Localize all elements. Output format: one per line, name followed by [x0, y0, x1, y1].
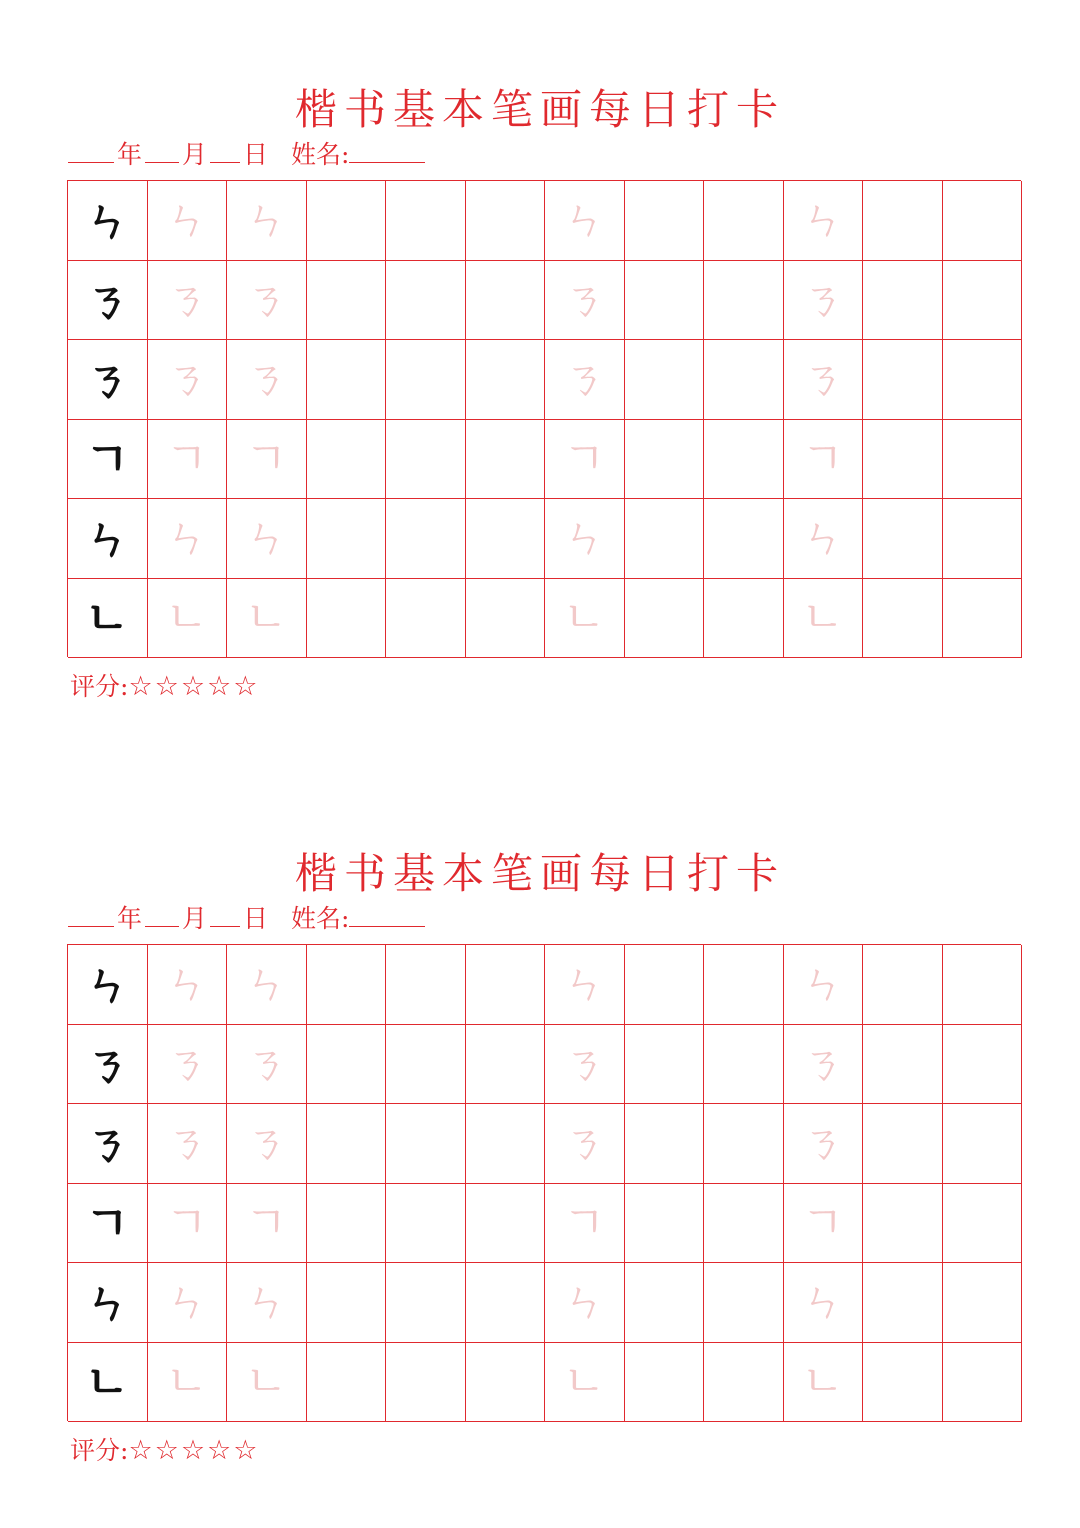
blank-practice-cell[interactable]: [704, 1104, 784, 1184]
practice-grid: [67, 944, 1021, 1421]
trace-stroke-cell[interactable]: ㄣ: [148, 181, 228, 261]
model-stroke-cell[interactable]: ㄣ: [68, 181, 148, 261]
rating-label: 评分:: [70, 672, 129, 701]
trace-stroke-cell[interactable]: ㄋ: [784, 1104, 864, 1184]
blank-practice-cell[interactable]: [863, 1263, 943, 1343]
blank-practice-cell[interactable]: [704, 579, 784, 659]
blank-practice-cell[interactable]: [386, 340, 466, 420]
blank-practice-cell[interactable]: [943, 1184, 1023, 1264]
blank-practice-cell[interactable]: [466, 181, 546, 261]
rating-line: [70, 1434, 259, 1468]
trace-stroke-cell[interactable]: ㄣ: [545, 945, 625, 1025]
model-stroke-cell[interactable]: ㄴ: [68, 1343, 148, 1423]
blank-practice-cell[interactable]: [307, 181, 387, 261]
blank-practice-cell[interactable]: [386, 1184, 466, 1264]
trace-stroke-cell[interactable]: ㄱ: [784, 420, 864, 500]
day-label: 日: [243, 904, 269, 933]
blank-practice-cell[interactable]: [704, 1263, 784, 1343]
model-stroke-cell[interactable]: ㄱ: [68, 1184, 148, 1264]
blank-practice-cell[interactable]: [704, 261, 784, 341]
trace-stroke-cell[interactable]: ㄋ: [545, 1104, 625, 1184]
blank-practice-cell[interactable]: [943, 1343, 1023, 1423]
blank-practice-cell[interactable]: [943, 181, 1023, 261]
blank-practice-cell[interactable]: [386, 1343, 466, 1423]
blank-practice-cell[interactable]: [704, 340, 784, 420]
blank-practice-cell[interactable]: [704, 1184, 784, 1264]
trace-stroke-cell[interactable]: ㄋ: [148, 1025, 228, 1105]
blank-practice-cell[interactable]: [704, 945, 784, 1025]
trace-stroke-cell[interactable]: ㄱ: [148, 1184, 228, 1264]
trace-stroke-cell[interactable]: ㄣ: [227, 945, 307, 1025]
blank-practice-cell[interactable]: [466, 1263, 546, 1343]
blank-practice-cell[interactable]: [466, 1104, 546, 1184]
trace-stroke-cell[interactable]: ㄣ: [545, 499, 625, 579]
blank-practice-cell[interactable]: [466, 579, 546, 659]
blank-practice-cell[interactable]: [704, 181, 784, 261]
blank-practice-cell[interactable]: [386, 1025, 466, 1105]
blank-practice-cell[interactable]: [943, 1025, 1023, 1105]
blank-practice-cell[interactable]: [386, 1104, 466, 1184]
trace-stroke-cell[interactable]: ㄣ: [227, 1263, 307, 1343]
model-stroke-cell[interactable]: ㄱ: [68, 420, 148, 500]
trace-stroke-cell[interactable]: ㄱ: [227, 1184, 307, 1264]
blank-practice-cell[interactable]: [386, 945, 466, 1025]
sheet-title: 楷书基本笔画每日打卡: [294, 849, 785, 898]
month-label: 月: [182, 904, 208, 933]
blank-practice-cell[interactable]: [307, 945, 387, 1025]
blank-practice-cell[interactable]: [863, 181, 943, 261]
trace-stroke-cell[interactable]: ㄴ: [784, 1343, 864, 1423]
trace-stroke-cell[interactable]: ㄋ: [545, 261, 625, 341]
blank-practice-cell[interactable]: [307, 420, 387, 500]
trace-stroke-cell[interactable]: ㄣ: [227, 181, 307, 261]
trace-stroke-cell[interactable]: ㄋ: [227, 1104, 307, 1184]
blank-practice-cell[interactable]: [943, 499, 1023, 579]
month-blank[interactable]: [145, 136, 179, 163]
trace-stroke-cell[interactable]: ㄋ: [784, 1025, 864, 1105]
name-blank[interactable]: [349, 136, 425, 163]
model-stroke-cell[interactable]: ㄋ: [68, 1025, 148, 1105]
model-stroke-cell[interactable]: ㄣ: [68, 499, 148, 579]
blank-practice-cell[interactable]: [625, 1184, 705, 1264]
blank-practice-cell[interactable]: [704, 1025, 784, 1105]
blank-practice-cell[interactable]: [863, 1343, 943, 1423]
blank-practice-cell[interactable]: [386, 579, 466, 659]
trace-stroke-cell[interactable]: ㄋ: [784, 261, 864, 341]
year-label: 年: [117, 140, 143, 169]
trace-stroke-cell[interactable]: ㄴ: [227, 1343, 307, 1423]
trace-stroke-cell[interactable]: ㄱ: [545, 1184, 625, 1264]
blank-practice-cell[interactable]: [307, 1263, 387, 1343]
trace-stroke-cell[interactable]: ㄱ: [148, 420, 228, 500]
blank-practice-cell[interactable]: [466, 499, 546, 579]
blank-practice-cell[interactable]: [625, 499, 705, 579]
trace-stroke-cell[interactable]: ㄣ: [148, 499, 228, 579]
year-label: 年: [117, 904, 143, 933]
blank-practice-cell[interactable]: [625, 579, 705, 659]
blank-practice-cell[interactable]: [466, 1343, 546, 1423]
trace-stroke-cell[interactable]: ㄣ: [545, 181, 625, 261]
blank-practice-cell[interactable]: [943, 420, 1023, 500]
practice-sheet-2: [0, 764, 1080, 1528]
blank-practice-cell[interactable]: [863, 1025, 943, 1105]
blank-practice-cell[interactable]: [466, 420, 546, 500]
blank-practice-cell[interactable]: [863, 1104, 943, 1184]
model-stroke-cell[interactable]: ㄋ: [68, 340, 148, 420]
blank-practice-cell[interactable]: [863, 945, 943, 1025]
trace-stroke-cell[interactable]: ㄣ: [545, 1263, 625, 1343]
blank-practice-cell[interactable]: [863, 499, 943, 579]
blank-practice-cell[interactable]: [307, 499, 387, 579]
blank-practice-cell[interactable]: [307, 1184, 387, 1264]
month-blank[interactable]: [145, 900, 179, 927]
blank-practice-cell[interactable]: [386, 1263, 466, 1343]
rating-stars[interactable]: ☆☆☆☆☆: [128, 671, 260, 702]
trace-stroke-cell[interactable]: ㄋ: [784, 340, 864, 420]
practice-grid: [67, 180, 1021, 657]
model-stroke-cell[interactable]: ㄣ: [68, 1263, 148, 1343]
blank-practice-cell[interactable]: [625, 1104, 705, 1184]
blank-practice-cell[interactable]: [704, 1343, 784, 1423]
trace-stroke-cell[interactable]: ㄋ: [227, 261, 307, 341]
trace-stroke-cell[interactable]: ㄱ: [545, 420, 625, 500]
day-label: 日: [243, 140, 269, 169]
blank-practice-cell[interactable]: [386, 181, 466, 261]
blank-practice-cell[interactable]: [943, 579, 1023, 659]
model-stroke-cell[interactable]: ㄋ: [68, 261, 148, 341]
name-blank[interactable]: [349, 900, 425, 927]
blank-practice-cell[interactable]: [625, 261, 705, 341]
trace-stroke-cell[interactable]: ㄣ: [227, 499, 307, 579]
year-blank[interactable]: [68, 136, 114, 163]
blank-practice-cell[interactable]: [863, 1184, 943, 1264]
blank-practice-cell[interactable]: [943, 945, 1023, 1025]
model-stroke-cell[interactable]: ㄣ: [68, 945, 148, 1025]
blank-practice-cell[interactable]: [466, 945, 546, 1025]
month-label: 月: [182, 140, 208, 169]
blank-practice-cell[interactable]: [625, 1343, 705, 1423]
blank-practice-cell[interactable]: [863, 340, 943, 420]
rating-line: [70, 670, 259, 704]
trace-stroke-cell[interactable]: ㄴ: [784, 579, 864, 659]
rating-stars[interactable]: ☆☆☆☆☆: [128, 1435, 260, 1466]
blank-practice-cell[interactable]: [307, 1025, 387, 1105]
trace-stroke-cell[interactable]: ㄱ: [784, 1184, 864, 1264]
trace-stroke-cell[interactable]: ㄴ: [148, 1343, 228, 1423]
blank-practice-cell[interactable]: [625, 340, 705, 420]
blank-practice-cell[interactable]: [386, 499, 466, 579]
trace-stroke-cell[interactable]: ㄋ: [227, 340, 307, 420]
sheet-title: 楷书基本笔画每日打卡: [294, 85, 785, 134]
blank-practice-cell[interactable]: [625, 945, 705, 1025]
day-blank[interactable]: [210, 136, 240, 163]
blank-practice-cell[interactable]: [943, 261, 1023, 341]
blank-practice-cell[interactable]: [863, 261, 943, 341]
trace-stroke-cell[interactable]: ㄣ: [784, 499, 864, 579]
blank-practice-cell[interactable]: [466, 340, 546, 420]
blank-practice-cell[interactable]: [466, 1184, 546, 1264]
date-name-line: [68, 900, 425, 936]
rating-label: 评分:: [70, 1436, 129, 1465]
trace-stroke-cell[interactable]: ㄋ: [148, 261, 228, 341]
blank-practice-cell[interactable]: [466, 1025, 546, 1105]
trace-stroke-cell[interactable]: ㄴ: [545, 579, 625, 659]
trace-stroke-cell[interactable]: ㄣ: [784, 181, 864, 261]
trace-stroke-cell[interactable]: ㄴ: [227, 579, 307, 659]
trace-stroke-cell[interactable]: ㄱ: [227, 420, 307, 500]
blank-practice-cell[interactable]: [863, 420, 943, 500]
blank-practice-cell[interactable]: [625, 420, 705, 500]
blank-practice-cell[interactable]: [943, 1263, 1023, 1343]
blank-practice-cell[interactable]: [704, 420, 784, 500]
blank-practice-cell[interactable]: [466, 261, 546, 341]
name-label: 姓名:: [291, 904, 350, 933]
blank-practice-cell[interactable]: [307, 579, 387, 659]
blank-practice-cell[interactable]: [307, 1343, 387, 1423]
model-stroke-cell[interactable]: ㄴ: [68, 579, 148, 659]
trace-stroke-cell[interactable]: ㄣ: [784, 1263, 864, 1343]
trace-stroke-cell[interactable]: ㄣ: [148, 1263, 228, 1343]
blank-practice-cell[interactable]: [386, 261, 466, 341]
year-blank[interactable]: [68, 900, 114, 927]
blank-practice-cell[interactable]: [386, 420, 466, 500]
trace-stroke-cell[interactable]: ㄋ: [227, 1025, 307, 1105]
trace-stroke-cell[interactable]: ㄋ: [148, 340, 228, 420]
trace-stroke-cell[interactable]: ㄴ: [545, 1343, 625, 1423]
blank-practice-cell[interactable]: [307, 1104, 387, 1184]
blank-practice-cell[interactable]: [943, 1104, 1023, 1184]
blank-practice-cell[interactable]: [863, 579, 943, 659]
trace-stroke-cell[interactable]: ㄣ: [784, 945, 864, 1025]
name-label: 姓名:: [291, 140, 350, 169]
trace-stroke-cell[interactable]: ㄴ: [148, 579, 228, 659]
blank-practice-cell[interactable]: [625, 1263, 705, 1343]
blank-practice-cell[interactable]: [704, 499, 784, 579]
blank-practice-cell[interactable]: [625, 181, 705, 261]
blank-practice-cell[interactable]: [625, 1025, 705, 1105]
model-stroke-cell[interactable]: ㄋ: [68, 1104, 148, 1184]
blank-practice-cell[interactable]: [307, 261, 387, 341]
trace-stroke-cell[interactable]: ㄣ: [148, 945, 228, 1025]
trace-stroke-cell[interactable]: ㄋ: [545, 340, 625, 420]
trace-stroke-cell[interactable]: ㄋ: [148, 1104, 228, 1184]
date-name-line: [68, 136, 425, 172]
blank-practice-cell[interactable]: [307, 340, 387, 420]
trace-stroke-cell[interactable]: ㄋ: [545, 1025, 625, 1105]
day-blank[interactable]: [210, 900, 240, 927]
blank-practice-cell[interactable]: [943, 340, 1023, 420]
